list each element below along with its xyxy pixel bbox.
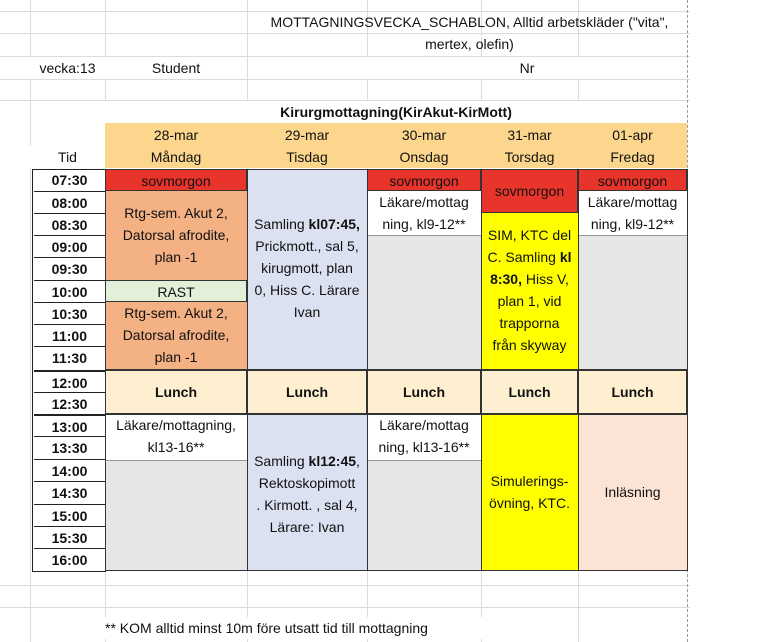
row-divider — [105, 413, 688, 415]
day-header-mon — [105, 124, 247, 168]
cell-line: Ivan — [293, 304, 321, 320]
time-slot: 13:30 — [34, 436, 105, 458]
time-slot: 14:30 — [34, 481, 105, 503]
cell-line: kl13-16** — [147, 439, 205, 455]
time-slot: 10:30 — [34, 302, 105, 324]
date: 01-apr — [612, 127, 653, 143]
fri-am-lakare — [578, 191, 687, 235]
weekday: Tisdag — [286, 149, 328, 165]
text-part: Samling — [254, 453, 309, 469]
footnote: ** KOM alltid minst 10m före utsatt tid till mottagning — [105, 617, 485, 639]
cell-line — [247, 450, 367, 472]
bold-time: kl — [559, 249, 572, 265]
cell-line: övning, KTC. — [489, 495, 570, 511]
wed-sovmorgon: sovmorgon — [367, 169, 481, 191]
fri-lunch: Lunch — [578, 370, 687, 414]
time-slot: 11:00 — [34, 324, 105, 346]
day-header-tue — [247, 124, 367, 168]
nr-label: Nr — [367, 57, 687, 79]
weekday: Torsdag — [504, 149, 555, 165]
cell-line: ning, kl9-12** — [590, 216, 675, 232]
cell-line: Läkare/mottag — [379, 417, 469, 433]
time-slot: 07:30 — [51, 172, 88, 188]
fri-sovmorgon: sovmorgon — [578, 169, 687, 191]
date: 31-mar — [507, 127, 552, 143]
weekday: Måndag — [150, 149, 202, 165]
cell-line: Simulerings- — [490, 473, 569, 489]
cell-line: . Kirmott. , sal 4, — [256, 497, 358, 513]
cell-line — [247, 213, 367, 235]
weekday: Fredag — [610, 149, 655, 165]
cell-line: Datorsal afrodite, — [122, 227, 230, 243]
day-header-wed — [367, 124, 481, 168]
time-slot: 12:00 — [34, 370, 105, 392]
row-divider — [105, 369, 688, 371]
cell-line: SIM, KTC del — [487, 227, 572, 243]
cell-line: Rektoskopimott — [258, 475, 356, 491]
mon-rtg-seminar-2 — [105, 302, 247, 370]
wed-am-empty — [367, 235, 481, 370]
section-title: Kirurgmottagning(KirAkut-KirMott) — [105, 101, 687, 123]
tue-lunch: Lunch — [247, 370, 367, 414]
bold-time: kl07:45, — [308, 216, 360, 232]
wed-lunch: Lunch — [367, 370, 481, 414]
text-part: , — [356, 453, 360, 469]
cell-line: Läkare/mottag — [587, 194, 678, 210]
text-part: C. Samling — [487, 249, 560, 265]
fri-pm-inlasning: Inläsning — [578, 414, 687, 570]
time-slot: 12:30 — [34, 392, 105, 414]
time-slot: 11:30 — [34, 346, 105, 368]
student-label: Student — [105, 57, 247, 79]
mon-rast: RAST — [105, 280, 247, 302]
tid-header: Tid — [30, 146, 105, 168]
time-slot: 15:30 — [34, 526, 105, 548]
time-slot: 08:30 — [34, 213, 105, 235]
cell-line: från skyway — [492, 337, 567, 353]
text-part: Hiss V, — [521, 271, 569, 287]
cell-line: trapporna — [499, 315, 560, 331]
time-slot: 08:00 — [34, 191, 105, 213]
weekday: Onsdag — [399, 149, 449, 165]
cell-line: Rtg-sem. Akut 2, — [124, 205, 228, 221]
text-part: Samling — [254, 216, 309, 232]
cell-line: Rtg-sem. Akut 2, — [124, 305, 228, 321]
thu-lunch: Lunch — [481, 370, 578, 414]
wed-pm-empty — [367, 460, 481, 570]
bold-time: kl12:45 — [308, 453, 357, 469]
wed-pm-lakare — [367, 414, 481, 460]
cell-line: Läkare/mottag — [379, 194, 469, 210]
cell-line: plan -1 — [154, 349, 198, 365]
day-header-fri — [578, 124, 687, 168]
time-slot: 10:00 — [34, 280, 105, 302]
cell-line — [481, 246, 578, 268]
sheet-title — [247, 11, 692, 55]
time-slot: 09:30 — [34, 257, 105, 279]
day-header-thu — [481, 124, 578, 168]
cell-line: Lärare: Ivan — [269, 519, 345, 535]
mon-sovmorgon: sovmorgon — [105, 169, 247, 191]
fri-am-empty — [578, 235, 687, 370]
thu-pm-simulering — [481, 414, 578, 570]
time-slot: 13:00 — [34, 414, 105, 436]
thu-am-sim — [481, 213, 578, 370]
cell-line: 0, Hiss C. Lärare — [254, 282, 360, 298]
cell-line: Läkare/mottagning, — [116, 417, 236, 433]
cell-line — [481, 268, 578, 290]
title-line-2: mertex, olefin) — [425, 36, 514, 52]
cell-line: kirugmott, plan — [261, 260, 353, 276]
cell-line: ning, kl9-12** — [382, 216, 466, 232]
date: 28-mar — [153, 127, 199, 143]
cell-line: Datorsal afrodite, — [122, 327, 230, 343]
date: 29-mar — [284, 127, 330, 143]
cell-line: plan -1 — [154, 249, 198, 265]
bold-time: 8:30, — [490, 271, 522, 287]
thu-sovmorgon: sovmorgon — [481, 169, 578, 213]
mon-rtg-seminar-1 — [105, 191, 247, 280]
time-slot: 15:00 — [34, 504, 105, 526]
cell-line: ning, kl13-16** — [378, 439, 470, 455]
tue-am-samling — [247, 169, 367, 370]
week-label: vecka:13 — [30, 57, 105, 79]
title-line-1: MOTTAGNINGSVECKA_SCHABLON, Alltid arbetskläder ("vita", — [270, 14, 669, 30]
cell-line: plan 1, vid — [497, 293, 562, 309]
time-slot: 14:00 — [34, 459, 105, 481]
date: 30-mar — [401, 127, 447, 143]
wed-am-lakare — [367, 191, 481, 235]
time-slot: 09:00 — [34, 235, 105, 257]
cell-line: Prickmott., sal 5, — [255, 238, 359, 254]
time-slot: 16:00 — [34, 548, 105, 570]
tue-pm-samling — [247, 414, 367, 570]
mon-lunch: Lunch — [105, 370, 247, 414]
mon-pm-empty — [105, 460, 247, 570]
mon-pm-lakare — [105, 414, 247, 460]
